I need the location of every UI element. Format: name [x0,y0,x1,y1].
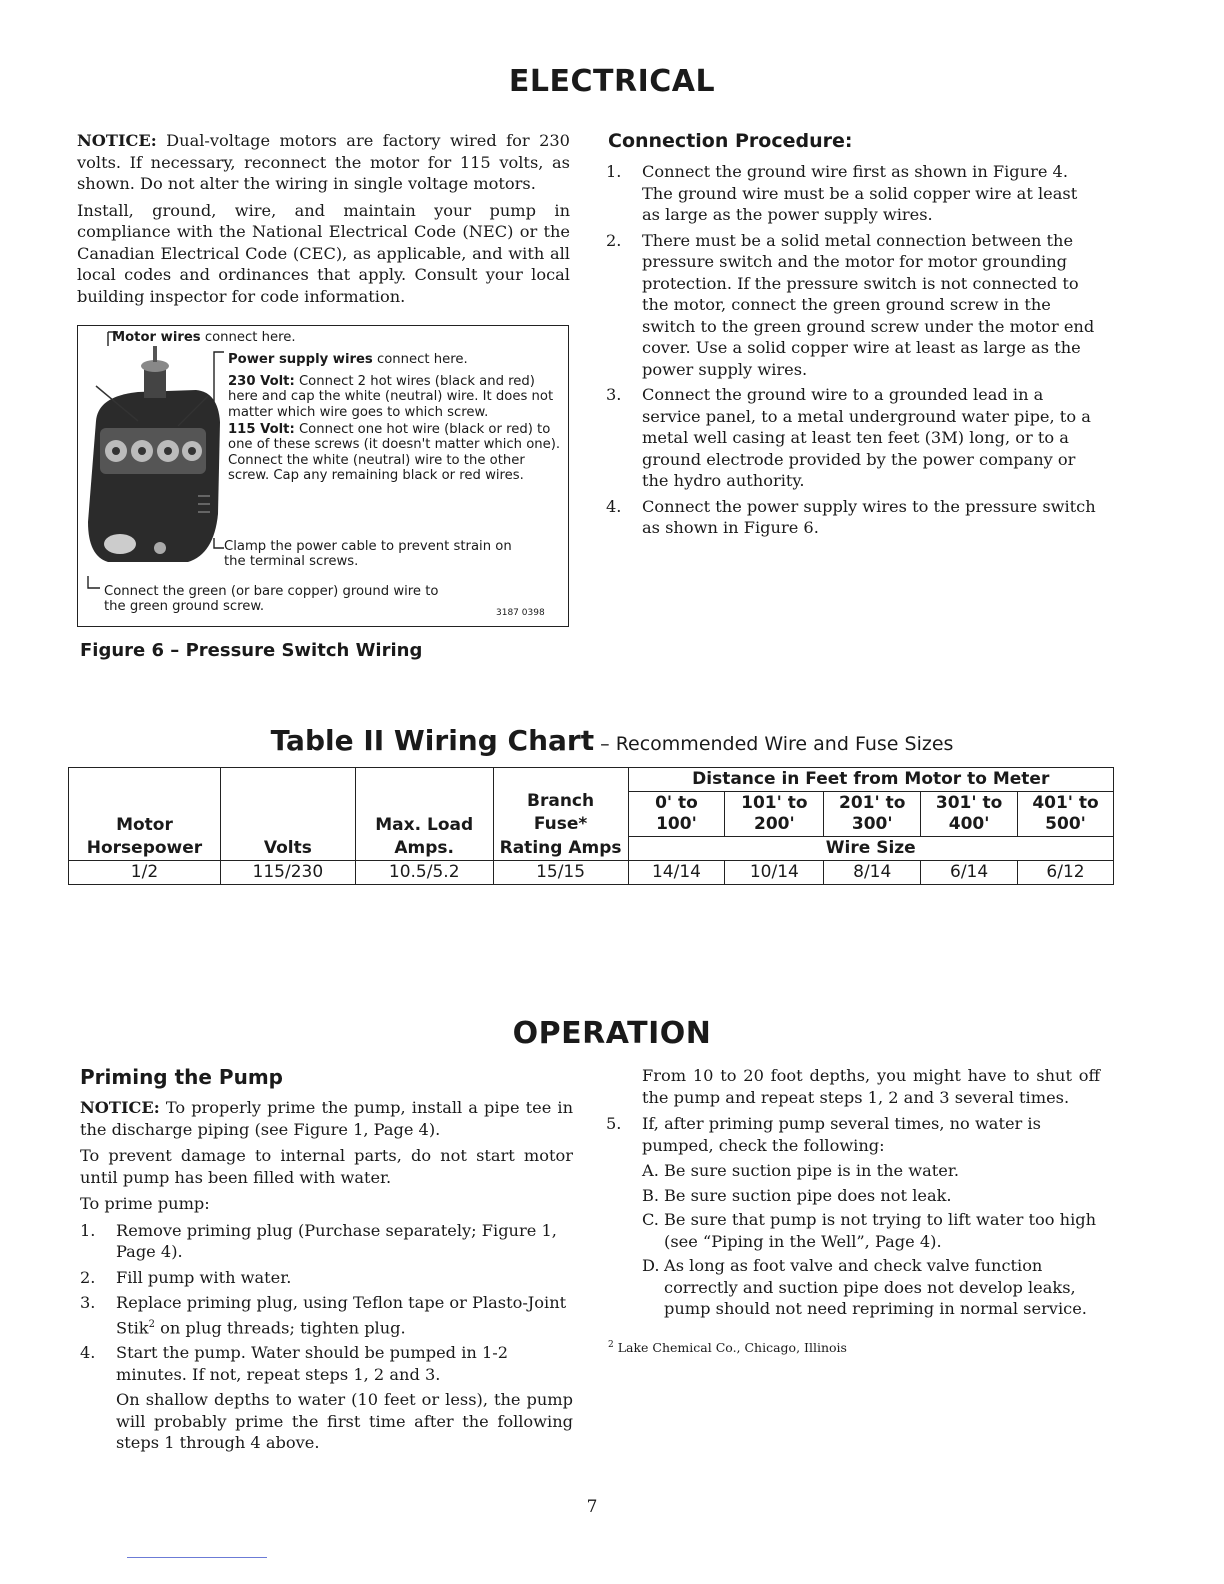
range-bottom: 500' [1045,814,1086,834]
table-header-cell: Rating Amps [493,837,628,861]
table-header-row [69,768,1114,792]
step-text: Start the pump. Water should be pumped in 1-2 minutes. If not, repeat steps 1, 2 and 3. [116,1343,509,1384]
figure-code: 3187 0398 [496,608,545,618]
step-text: on plug threads; tighten plug. [154,1317,406,1337]
table-header-cell: Distance in Feet from Motor to Meter [628,768,1114,792]
volt-115-note [228,422,564,484]
step-number: 5. [606,1114,622,1133]
table-cell: 10.5/5.2 [355,861,493,885]
step-number: 1. [606,162,622,181]
table-header-cell: Max. Load [355,768,493,837]
table-cell: 1/2 [69,861,221,885]
table-header-cell: Amps. [355,837,493,861]
shallow-paragraph: On shallow depths to water (10 feet or less), the pump will probably prime the first time after the following steps 1 through 4 above. [116,1390,573,1453]
list-item [606,1209,1100,1252]
step-number: 2. [606,230,622,250]
priming-title: Priming the Pump [80,1065,283,1089]
list-item [606,1113,1100,1156]
wiring-chart-table [68,767,1114,885]
table-header-cell [628,792,725,837]
step-text: Connect the ground wire first as shown in Figure 4. The ground wire must be a solid copper wire at least as large as the power supply wires. [642,162,1078,224]
ground-note: Connect the green (or bare copper) ground wire to the green ground screw. [104,584,439,615]
volt-230-text: Connect 2 hot wires (black and red) here and cap the white (neutral) wire. It does not matter which wire goes to which screw. [228,374,554,420]
table-cell: 6/12 [1018,861,1114,885]
fuse-label: Fuse* [533,813,588,834]
table-cell: 15/15 [493,861,628,885]
list-item [606,161,1100,226]
connection-procedure-title: Connection Procedure: [608,130,853,152]
list-item [80,1342,573,1385]
volt-115-label: 115 Volt: [228,422,295,437]
check-letter: C. [642,1210,659,1229]
power-supply-text: connect here. [372,352,468,367]
range-bottom: 400' [948,814,990,834]
page-number: 7 [586,1497,598,1517]
table-cell: 10/14 [725,861,824,885]
priming-notice [80,1097,573,1140]
check-letter: D. [642,1256,660,1275]
footnote-text: Lake Chemical Co., Chicago, Illinois [613,1340,847,1356]
table-subtitle: Recommended Wire and Fuse Sizes [615,733,954,755]
clamp-note: Clamp the power cable to prevent strain on the terminal screws. [224,539,512,570]
table-cell: 115/230 [220,861,355,885]
divider [127,1557,267,1558]
step-text: There must be a solid metal connection between the pressure switch and the motor for motor grounding protection. If the pressure switch is not connected to the motor, connect the green ground screw in the switch to the green ground screw under the motor end cover. Use a solid copper wire at least as large as the power supply wires. [642,230,1095,379]
prevent-paragraph: To prevent damage to internal parts, do not start motor until pump has been filled with water. [80,1146,573,1187]
notice-text: To properly prime the pump, install a pipe tee in the discharge piping (see Figure 1, Page 4). [80,1098,573,1139]
step-number: 3. [606,385,622,404]
range-top: 301' to [935,793,1003,813]
table-cell: 8/14 [824,861,921,885]
table-header-cell: Wire Size [628,837,1114,861]
list-item [80,1220,573,1263]
motor-wires-text: connect here. [200,330,296,345]
table-title-dash: – [594,733,616,755]
check-letter: B. [642,1185,660,1205]
list-item [606,496,1100,539]
table-cell: 6/14 [921,861,1018,885]
notice-label: NOTICE: [77,131,157,150]
figure-caption: Figure 6 – Pressure Switch Wiring [80,640,423,661]
deep-paragraph: From 10 to 20 foot depths, you might have to shut off the pump and repeat steps 1, 2 and 3 several times. [642,1066,1100,1107]
list-item [80,1292,573,1338]
range-bottom: 200' [754,814,795,834]
table-header-row [69,837,1114,861]
volt-230-label: 230 Volt: [228,374,295,389]
step-number: 4. [80,1343,96,1363]
volt-230-note [228,374,564,420]
table-header-cell: Volts [220,837,355,861]
table-title-main: Table II Wiring Chart [270,724,595,757]
list-item [606,384,1100,492]
table-header-cell [220,768,355,837]
range-top: 401' to [1032,793,1099,813]
notice-text: Dual-voltage motors are factory wired for 230 volts. If necessary, reconnect the motor for 115 volts, as shown. Do not alter the wiring in single voltage motors. [77,131,570,193]
priming-section [80,1097,573,1459]
list-item [606,1185,1100,1207]
section-title-electrical: ELECTRICAL [508,64,716,99]
step-number: 4. [606,496,622,516]
connection-steps [606,161,1100,543]
table-title [0,724,1224,757]
table-header-cell: Motor [69,768,221,837]
step-text: Connect the ground wire to a grounded lead in a service panel, to a metal underground water pipe, to a metal well casing at least ten feet (3M) long, or to a ground electrode provided by the power company or the hydro authority. [642,385,1091,490]
list-item [606,230,1100,381]
priming-continued [606,1065,1100,1323]
range-top: 0' to [655,793,698,813]
table-header-cell [921,792,1018,837]
to-prime-label: To prime pump: [80,1194,210,1213]
range-top: 101' to [741,793,808,813]
check-text: Be sure suction pipe is in the water. [664,1161,959,1180]
check-text: Be sure that pump is not trying to lift water too high (see “Piping in the Well”, Page 4). [664,1210,1097,1251]
footnote [608,1340,847,1355]
power-supply-note [228,352,562,367]
footnote-marker: 2 [608,1340,614,1350]
step-text: If, after priming pump several times, no water is pumped, check the following: [642,1114,1041,1155]
table-header-cell [725,792,824,837]
table-header-cell [493,768,628,837]
check-text: Be sure suction pipe does not leak. [664,1185,952,1205]
motor-wires-label: Motor wires [112,330,201,345]
table-header-cell [824,792,921,837]
section-title-operation: OPERATION [512,1016,712,1051]
step-number: 1. [80,1220,96,1240]
table-row [69,861,1114,885]
list-item [80,1267,573,1289]
motor-wires-note [112,330,296,345]
step-text: Connect the power supply wires to the pressure switch as shown in Figure 6. [642,496,1096,537]
list-item [606,1255,1100,1320]
step-number: 2. [80,1267,96,1287]
check-letter: A. [642,1161,659,1180]
step-text: Remove priming plug (Purchase separately; Figure 1, Page 4). [116,1220,557,1261]
electrical-intro [77,130,570,312]
table-cell: 14/14 [628,861,725,885]
range-top: 201' to [839,793,906,813]
footnote-marker: 2 [148,1318,155,1330]
check-text: As long as foot valve and check valve function correctly and suction pipe does not develop leaks, pump should not need repriming in normal service. [664,1256,1087,1318]
power-supply-label: Power supply wires [228,352,373,367]
pressure-switch-figure [77,325,569,627]
range-bottom: 300' [851,814,893,834]
notice-label: NOTICE: [80,1098,160,1117]
step-text: Replace priming plug, using Teflon tape or Plasto-Joint Stik [116,1293,567,1337]
step-text: Fill pump with water. [116,1267,292,1287]
range-bottom: 100' [656,814,697,834]
table-header-cell [1018,792,1114,837]
step-number: 3. [80,1293,96,1312]
install-paragraph: Install, ground, wire, and maintain your pump in compliance with the National Electrical Code (NEC) or the Canadian Electrical Code (CEC), as applicable, and with all local codes and ordinances that apply. Consult your local building inspector for code information. [77,200,570,306]
table-header-cell: Horsepower [69,837,221,861]
branch-label: Branch [527,790,595,811]
notice-paragraph [77,130,570,195]
volt-115-text: Connect one hot wire (black or red) to one of these screws (it doesn't matter which one). Connect the white (neutral) wire to the other screw. Cap any remaining black or red wires. [228,422,561,484]
list-item [606,1160,1100,1182]
